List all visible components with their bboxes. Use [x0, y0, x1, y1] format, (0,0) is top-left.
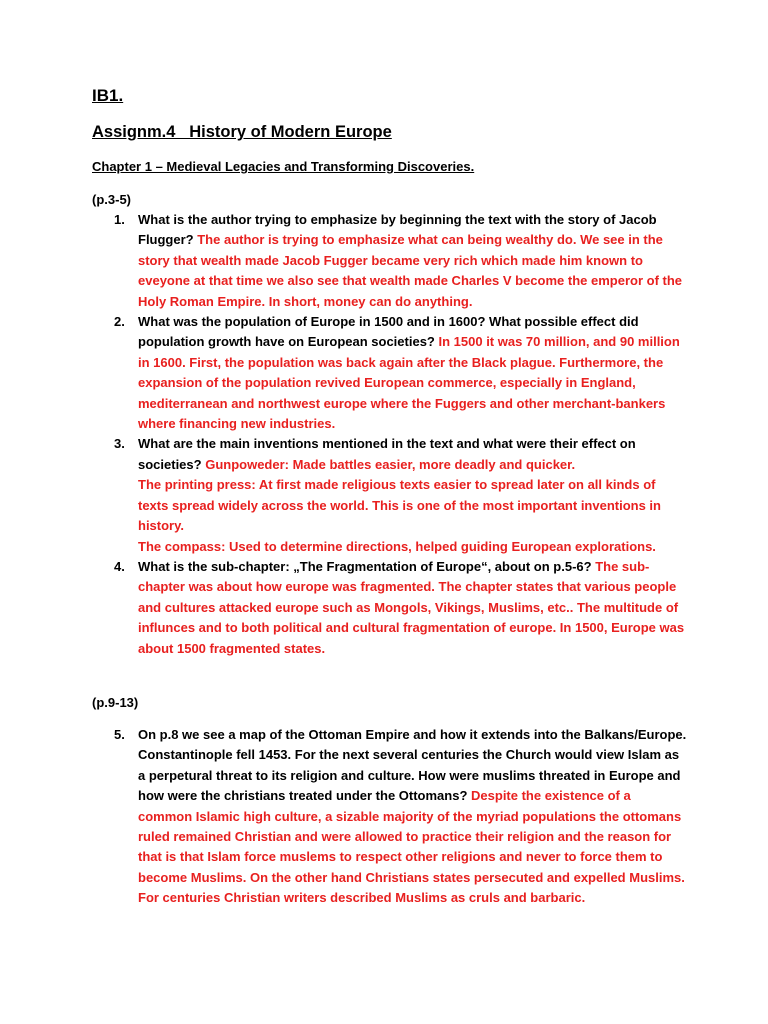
answer-text: In 1500 it was 70 million, and 90 million in 1600. First, the population was back again after the Black plague. Furthermore, the expansion of the population revived European commerce, especially in England, mediterranean and northwest europe where the Fuggers and other merchant-bankers where financing new industries.: [138, 334, 680, 432]
question-item-4: [92, 557, 688, 659]
answer-text: The author is trying to emphasize what can being wealthy do. We see in the story that wealth made Jacob Fugger became very rich which made him known to eveyone at that time we also see that wealth made Charles V become the emperor of the Holy Roman Empire. In short, money can do anything.: [138, 232, 683, 309]
question-text: What is the author trying to emphasize by beginning the text with the story of Jacob Flugger?: [138, 212, 657, 248]
answer-text: Despite the existence of a common Islamic high culture, a sizable majority of the myriad populations the ottomans ruled remained Christian and were allowed to practice their religion and the reason for that is that Islam force muslems to respect other religions and never to force them to become Muslims. On the other hand Christians states persecuted and expelled Muslims. For centuries Christian writers described Muslims as cruls and barbaric.: [138, 788, 685, 906]
question-item-5: [92, 725, 688, 909]
question-number: 5.: [114, 727, 125, 742]
assignment-title-text: Assignm.4 History of Modern Europe: [92, 123, 392, 141]
question-text: What was the population of Europe in 1500 and in 1600? What possible effect did population growth have on European societies?: [138, 314, 639, 350]
assignment-title: [92, 123, 392, 142]
question-list-section-1: [92, 210, 688, 659]
answer-text: Gunpoweder: Made battles easier, more deadly and quicker.: [205, 456, 576, 472]
question-list-section-2: [92, 725, 688, 909]
question-item-2: [92, 312, 688, 434]
question-number: 1.: [114, 212, 125, 227]
question-text: On p.8 we see a map of the Ottoman Empire and how it extends into the Balkans/Europe. Constantinople fell 1453. For the next several centuries the Church would view Islam as a perpetural threat to its religion and culture. How were muslims threated in Europe and how were the christians treated under the Ottomans?: [138, 727, 687, 804]
answer-text: The sub-chapter was about how europe was fragmented. The chapter states that various people and cultures attacked europe such as Mongols, Vikings, Muslims, etc.. The multitude of influnces and to both political and cultural fragmentation of europe. In 1500, Europe was about 1500 fragmented states.: [138, 558, 685, 656]
question-number: 4.: [114, 558, 125, 574]
question-item-1: [92, 210, 688, 312]
question-text: What is the sub-chapter: „The Fragmentation of Europe“, about on p.5-6?: [138, 558, 592, 574]
section-1-page-range: (p.3-5): [92, 192, 131, 207]
answer-text-compass: The compass: Used to determine directions, helped guiding European explorations.: [138, 538, 656, 554]
chapter-title: Chapter 1 – Medieval Legacies and Transforming Discoveries.: [92, 159, 475, 174]
question-text: What are the main inventions mentioned in the text and what were their effect on societies?: [138, 436, 636, 472]
question-number: 3.: [114, 436, 125, 452]
answer-text-printing-press: The printing press: At first made religious texts easier to spread later on all kinds of texts spread widely across the world. This is one of the most important inventions in history.: [138, 477, 661, 534]
class-code-heading: IB1.: [92, 86, 124, 105]
section-2-page-range: (p.9-13): [92, 695, 139, 710]
question-number: 2.: [114, 314, 125, 330]
question-item-3: [92, 434, 688, 556]
